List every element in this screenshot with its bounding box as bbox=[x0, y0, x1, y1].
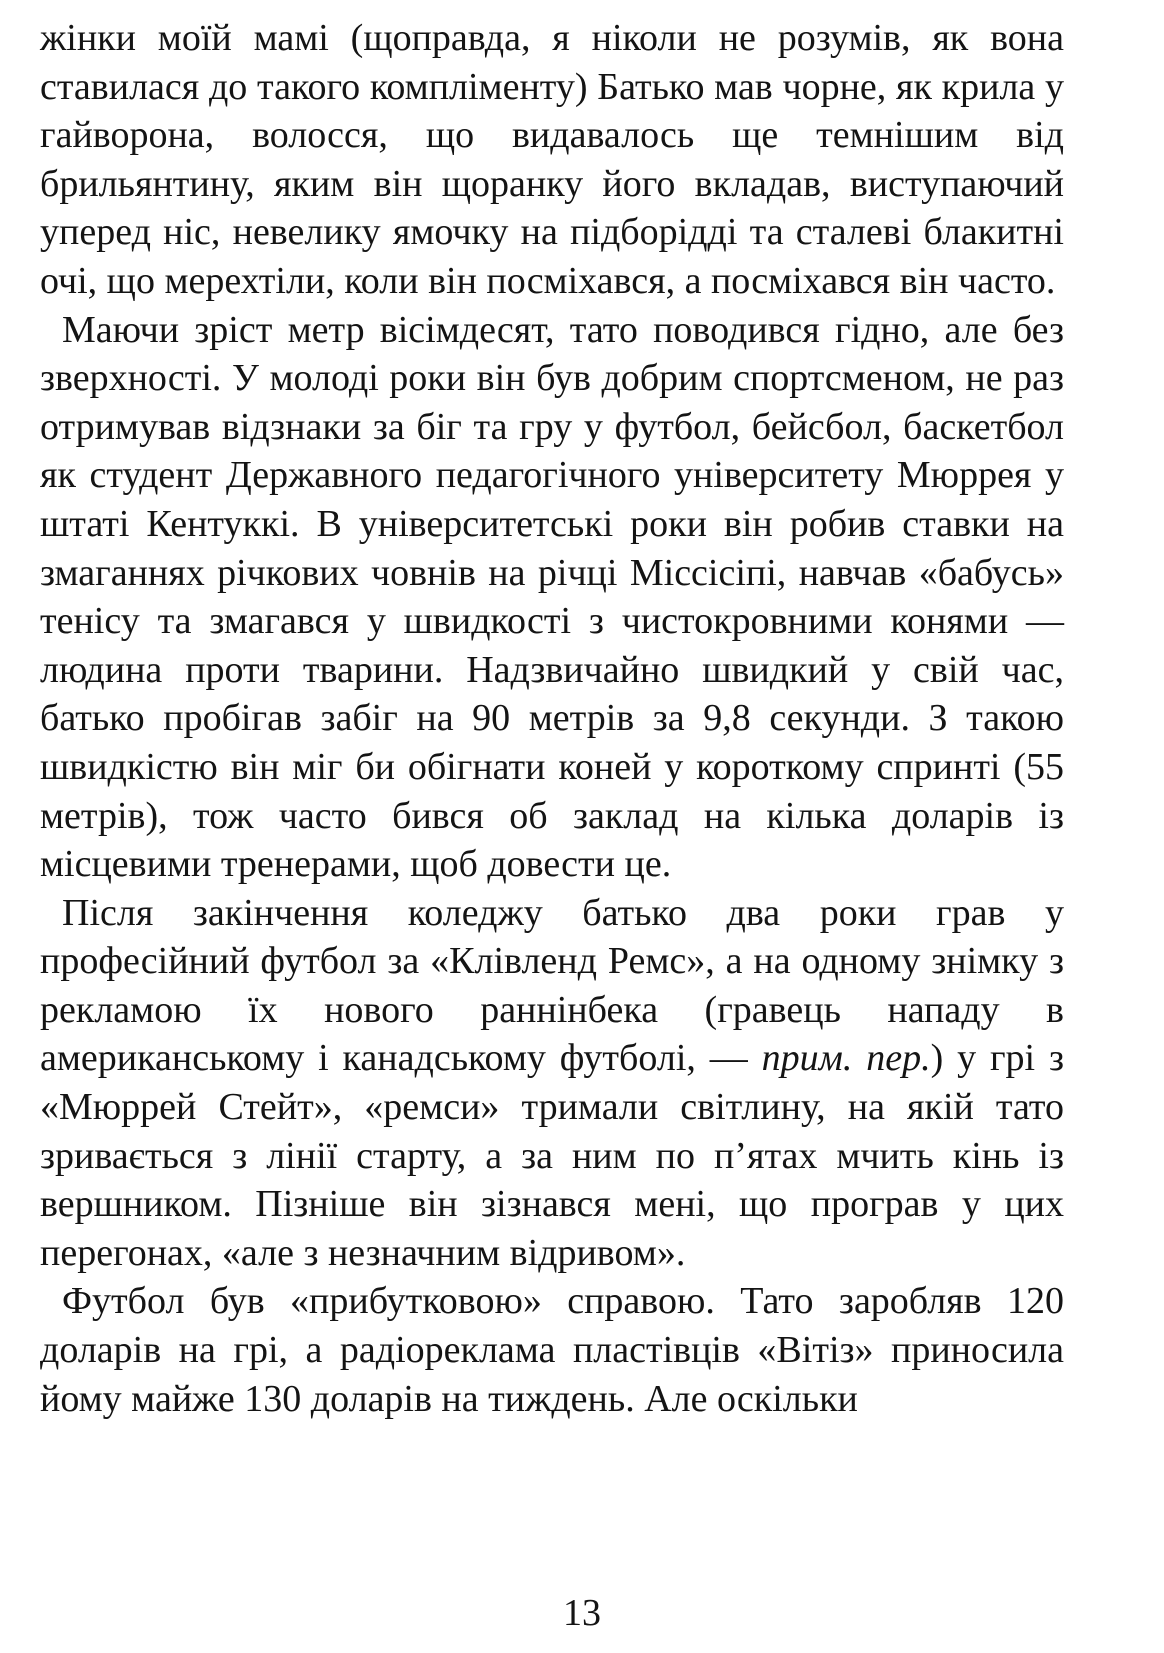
translator-note: прим. пер. bbox=[761, 1037, 931, 1080]
paragraph-3-text-after: ) у грі з «Мюррей Стейт», «ремси» тримали світлину, на якій тато зривається з лінії старту, а за ним по п’ятах мчить кінь із вершником. Пізніше він зізнався мені, що програв у цих перегонах, «але з незначним відривом». bbox=[40, 1037, 1064, 1274]
paragraph-4: Футбол був «прибутковою» справою. Тато заробляв 120 доларів на грі, а радіореклама пластівців «Вітіз» приносила йому майже 130 доларів на тиждень. Але оскільки bbox=[40, 1280, 1064, 1420]
paragraph-3-text-before: Після закінчення коледжу батько два роки грав у професійний футбол за «Клівленд Ремс», а на одному знімку з рекламою їх нового раннінбека (гравець нападу в американському і канадському футболі, — bbox=[40, 891, 1064, 1080]
paragraph-1: жінки моїй мамі (щоправда, я ніколи не розумів, як вона ставилася до такого компліменту) Батько мав чорне, як крила у гайворона, волосся, що видавалось ще темнішим від брильянтину, яким він щоранку його вкладав, виступаючий уперед ніс, невелику ямочку на підборідді та сталеві блакитні очі, що мерехтіли, коли він посміхався, а посміхався він часто. bbox=[40, 17, 1064, 302]
paragraph-2: Маючи зріст метр вісімдесят, тато поводився гідно, але без зверхності. У молоді роки він був добрим спортсменом, не раз отримував відзнаки за біг та гру у футбол, бейсбол, баскетбол як студент Державного педагогічного університету Мюррея у штаті Кентуккі. В університетські роки він робив ставки на змаганнях річкових човнів на річці Міссісіпі, навчав «бабусь» тенісу та змагався у швидкості з чистокровними конями — людина проти тварини. Надзвичайно швидкий у свій час, батько пробігав забіг на 90 метрів за 9,8 секунди. З такою швидкістю він міг би обігнати коней у короткому спринті (55 метрів), тож часто бився об заклад на кілька доларів із місцевими тренерами, щоб довести це. bbox=[40, 308, 1064, 886]
page-number: 13 bbox=[563, 1592, 601, 1634]
paragraph-3 bbox=[40, 889, 1064, 1278]
page-body bbox=[40, 14, 1064, 1423]
